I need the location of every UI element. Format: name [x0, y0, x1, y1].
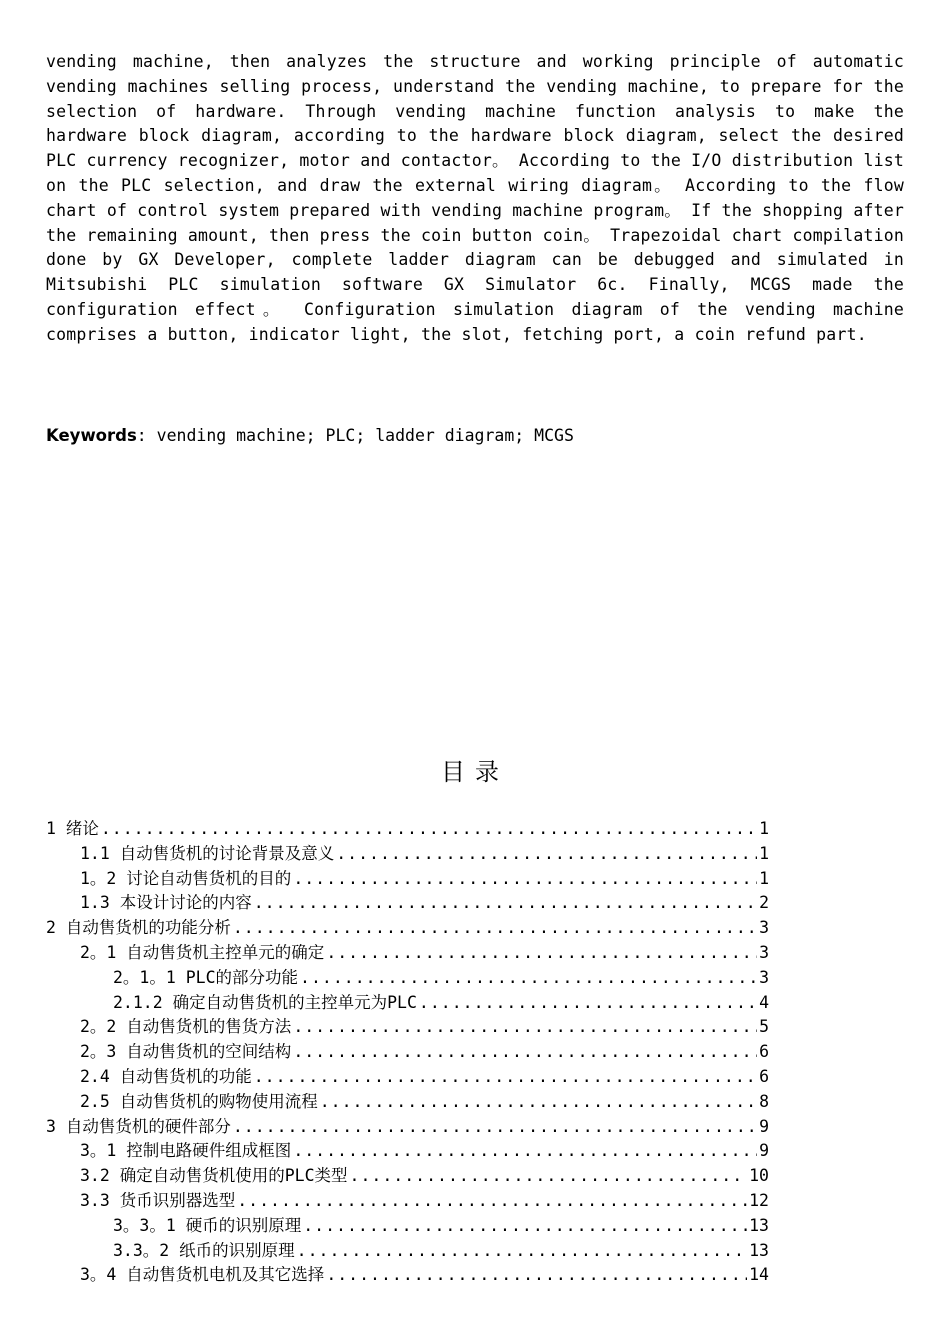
toc-dot-leader	[419, 991, 757, 1016]
toc-dot-leader	[303, 1214, 747, 1239]
toc-entry-title: 1.1 自动售货机的讨论背景及意义	[80, 843, 335, 863]
toc-entry-title: 3。1 控制电路硬件组成框图	[80, 1141, 292, 1161]
toc-entry[interactable]	[46, 1040, 769, 1065]
toc-entry[interactable]	[46, 966, 769, 991]
toc-entry-title: 2.1.2 确定自动售货机的主控单元为PLC	[113, 992, 417, 1012]
toc-entry-page: 6	[759, 1066, 769, 1086]
toc-entry[interactable]	[46, 1139, 769, 1164]
toc-entry-page: 9	[759, 1116, 769, 1136]
toc-entry[interactable]	[46, 1090, 769, 1115]
toc-entry-page: 3	[759, 967, 769, 987]
toc-entry-title: 1 绪论	[46, 819, 99, 838]
toc-entry-page: 14	[749, 1265, 769, 1285]
toc-entry-title: 2。1 自动售货机主控单元的确定	[80, 942, 325, 962]
toc-entry[interactable]	[46, 1214, 769, 1239]
toc-entry[interactable]	[46, 1164, 769, 1189]
toc-entry[interactable]	[46, 1065, 769, 1090]
keywords-label: Keywords	[46, 426, 137, 445]
toc-dot-leader	[254, 1065, 757, 1090]
toc-entry-title: 1。2 讨论自动售货机的目的	[80, 868, 292, 888]
toc-entry-page: 13	[749, 1240, 769, 1260]
toc-entry-page: 1	[759, 819, 769, 838]
abstract-paragraph: vending machine, then analyzes the structure and working principle of automatic vending machines selling process, understand the vending machine, to prepare for the selection of hardware. Through vending machine function analysis to make the hardware block diagram, according to the hardware block diagram, select the desired PLC currency recognizer, motor and contactor。 According to the I/O distribution list on the PLC selection, and draw the external wiring diagram。 According to the flow chart of control system prepared with vending machine program。 If the shopping after the remaining amount, then press the coin button coin。 Trapezoidal chart compilation done by GX Developer, complete ladder diagram can be debugged and simulated in Mitsubishi PLC simulation software GX Simulator 6c. Finally, MCGS made the configuration effect。 Configuration simulation diagram of the vending machine comprises a button, indicator light, the slot, fetching port, a coin refund part.	[46, 52, 904, 344]
toc-entry[interactable]	[46, 817, 769, 842]
toc-entry-page: 3	[759, 942, 769, 962]
toc-entry-title: 3.3。2 纸币的识别原理	[113, 1240, 295, 1260]
toc-entry-title: 2。2 自动售货机的售货方法	[80, 1017, 292, 1037]
toc-entry[interactable]	[46, 1115, 769, 1140]
toc-dot-leader	[293, 1015, 757, 1040]
toc-entry[interactable]	[46, 916, 769, 941]
toc-entry-page: 4	[759, 992, 769, 1012]
toc-entry[interactable]	[46, 1015, 769, 1040]
toc-entry[interactable]	[46, 1189, 769, 1214]
table-of-contents	[46, 817, 769, 1288]
toc-entry-title: 2.4 自动售货机的功能	[80, 1066, 252, 1086]
toc-entry-page: 1	[759, 868, 769, 888]
keywords-line	[46, 424, 904, 449]
toc-dot-leader	[326, 1263, 747, 1288]
toc-entry[interactable]	[46, 1263, 769, 1288]
toc-entry-page: 5	[759, 1017, 769, 1037]
toc-entry-page: 10	[749, 1166, 769, 1186]
toc-entry-page: 13	[749, 1215, 769, 1235]
toc-entry-title: 3.3 货币识别器选型	[80, 1190, 236, 1210]
toc-entry-title: 2。1。1 PLC的部分功能	[113, 967, 299, 987]
toc-dot-leader	[297, 1239, 747, 1264]
toc-dot-leader	[293, 1139, 757, 1164]
toc-entry[interactable]	[46, 867, 769, 892]
toc-entry-title: 2。3 自动售货机的空间结构	[80, 1042, 292, 1062]
toc-dot-leader	[293, 867, 757, 892]
toc-dot-leader	[320, 1090, 757, 1115]
toc-dot-leader	[237, 1189, 747, 1214]
toc-entry[interactable]	[46, 891, 769, 916]
toc-entry[interactable]	[46, 941, 769, 966]
toc-dot-leader	[101, 817, 757, 842]
toc-entry-title: 3。3。1 硬币的识别原理	[113, 1215, 302, 1235]
toc-entry-page: 1	[759, 843, 769, 863]
toc-dot-leader	[293, 1040, 757, 1065]
toc-entry[interactable]	[46, 1239, 769, 1264]
toc-entry-page: 9	[759, 1141, 769, 1161]
toc-entry-title: 3.2 确定自动售货机使用的PLC类型	[80, 1166, 348, 1186]
toc-dot-leader	[326, 941, 757, 966]
toc-dot-leader	[350, 1164, 748, 1189]
toc-entry-title: 2.5 自动售货机的购物使用流程	[80, 1091, 318, 1111]
toc-entry-title: 3。4 自动售货机电机及其它选择	[80, 1265, 325, 1285]
toc-dot-leader	[233, 916, 757, 941]
toc-entry-page: 8	[759, 1091, 769, 1111]
toc-dot-leader	[336, 842, 757, 867]
toc-title: 目录	[441, 758, 509, 786]
toc-entry-page: 2	[759, 893, 769, 913]
toc-dot-leader	[300, 966, 757, 991]
toc-entry-page: 3	[759, 918, 769, 938]
toc-entry[interactable]	[46, 991, 769, 1016]
toc-dot-leader	[254, 891, 757, 916]
toc-entry[interactable]	[46, 842, 769, 867]
toc-entry-page: 12	[749, 1190, 769, 1210]
keywords-text: : vending machine; PLC; ladder diagram; MCGS	[136, 426, 574, 445]
toc-dot-leader	[233, 1115, 757, 1140]
toc-entry-title: 2 自动售货机的功能分析	[46, 918, 231, 938]
toc-entry-title: 1.3 本设计讨论的内容	[80, 893, 252, 913]
toc-entry-title: 3 自动售货机的硬件部分	[46, 1116, 231, 1136]
toc-entry-page: 6	[759, 1042, 769, 1062]
